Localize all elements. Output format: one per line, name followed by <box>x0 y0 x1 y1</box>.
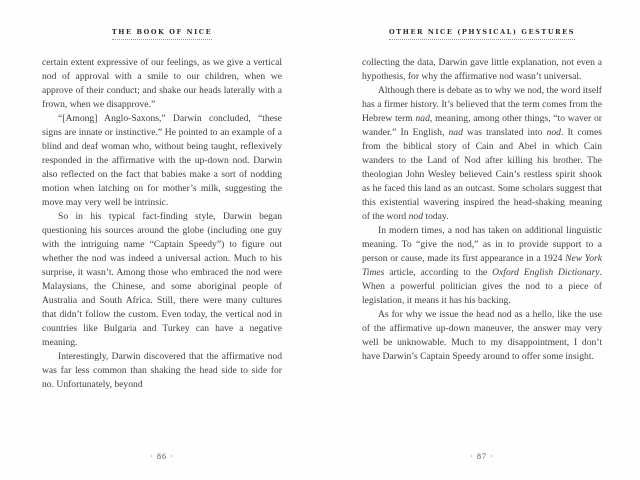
running-head-right-wrap <box>362 21 602 40</box>
page-number-right: · 87 · <box>470 452 494 461</box>
running-head-right: OTHER NICE (PHYSICAL) GESTURES <box>389 28 575 40</box>
page-number-left: · 86 · <box>150 452 174 461</box>
body-text-right <box>362 56 602 364</box>
paragraph: certain extent expressive of our feelings, as we give a vertical nod of approval with a smile to our children, when we approve of their conduct; and shake our heads laterally with a frown, when we disapprove.” <box>42 57 282 110</box>
paragraph: Interestingly, Darwin discovered that the affirmative nod was far less common than shaking the head side to side for no. Unfortunately, beyond <box>42 351 282 390</box>
paragraph: So in his typical fact-finding style, Darwin began questioning his sources around the globe (including one guy with the intriguing name “Captain Speedy”) to figure out whether the nod was indeed a universal action. Much to his surprise, it wasn’t. Among those who embraced the nod were Malaysians, the Chinese, and some aboriginal people of Australia and South Africa. Still, there were many cultures that didn’t follow the custom. Even today, the vertical nod in countries like Bulgaria and Turkey can have a negative meaning. <box>42 211 282 348</box>
body-text-left <box>42 56 282 392</box>
running-head-left: THE BOOK OF NICE <box>112 28 212 40</box>
paragraph: “[Among] Anglo-Saxons,” Darwin concluded, “these signs are innate or instinctive.” He pointed to an example of a blind and deaf woman who, without being taught, reflexively responded in the affirmative with the up-down nod. Darwin also reflected on the fact that babies make a sort of nodding motion when latching on for mother’s milk, suggesting the move may very well be intrinsic. <box>42 113 282 208</box>
paragraph: Although there is debate as to why we nod, the word itself has a firmer history. It’s believed that the term comes from the Hebrew term nad, meaning, among other things, “to waver or wander.” In English, nad was translated into nod. It comes from the biblical story of Cain and Abel in which Cain wanders to the Land of Nod after killing his brother. The theologian John Wesley believed Cain’s restless spirit shook as he faced this land as an outcast. Some scholars suggest that this existential wavering inspired the head-shaking meaning of the word nod today. <box>362 85 602 222</box>
running-head-left-wrap <box>42 21 282 40</box>
page-right <box>320 0 640 480</box>
paragraph: In modern times, a nod has taken on additional linguistic meaning. To “give the nod,” as in to provide support to a person or cause, made its first appearance in a 1924 New York Times article, according to the Oxford English Dictionary. When a powerful politician gives the nod to a piece of legislation, it means it has his backing. <box>362 225 603 306</box>
paragraph: As for why we issue the head nod as a hello, like the use of the affirmative up-down maneuver, the answer may very well be unknowable. Much to my disappointment, I don’t have Darwin’s Captain Speedy around to offer some insight. <box>362 309 602 362</box>
paragraph: collecting the data, Darwin gave little explanation, not even a hypothesis, for why the affirmative nod wasn’t universal. <box>362 57 602 82</box>
